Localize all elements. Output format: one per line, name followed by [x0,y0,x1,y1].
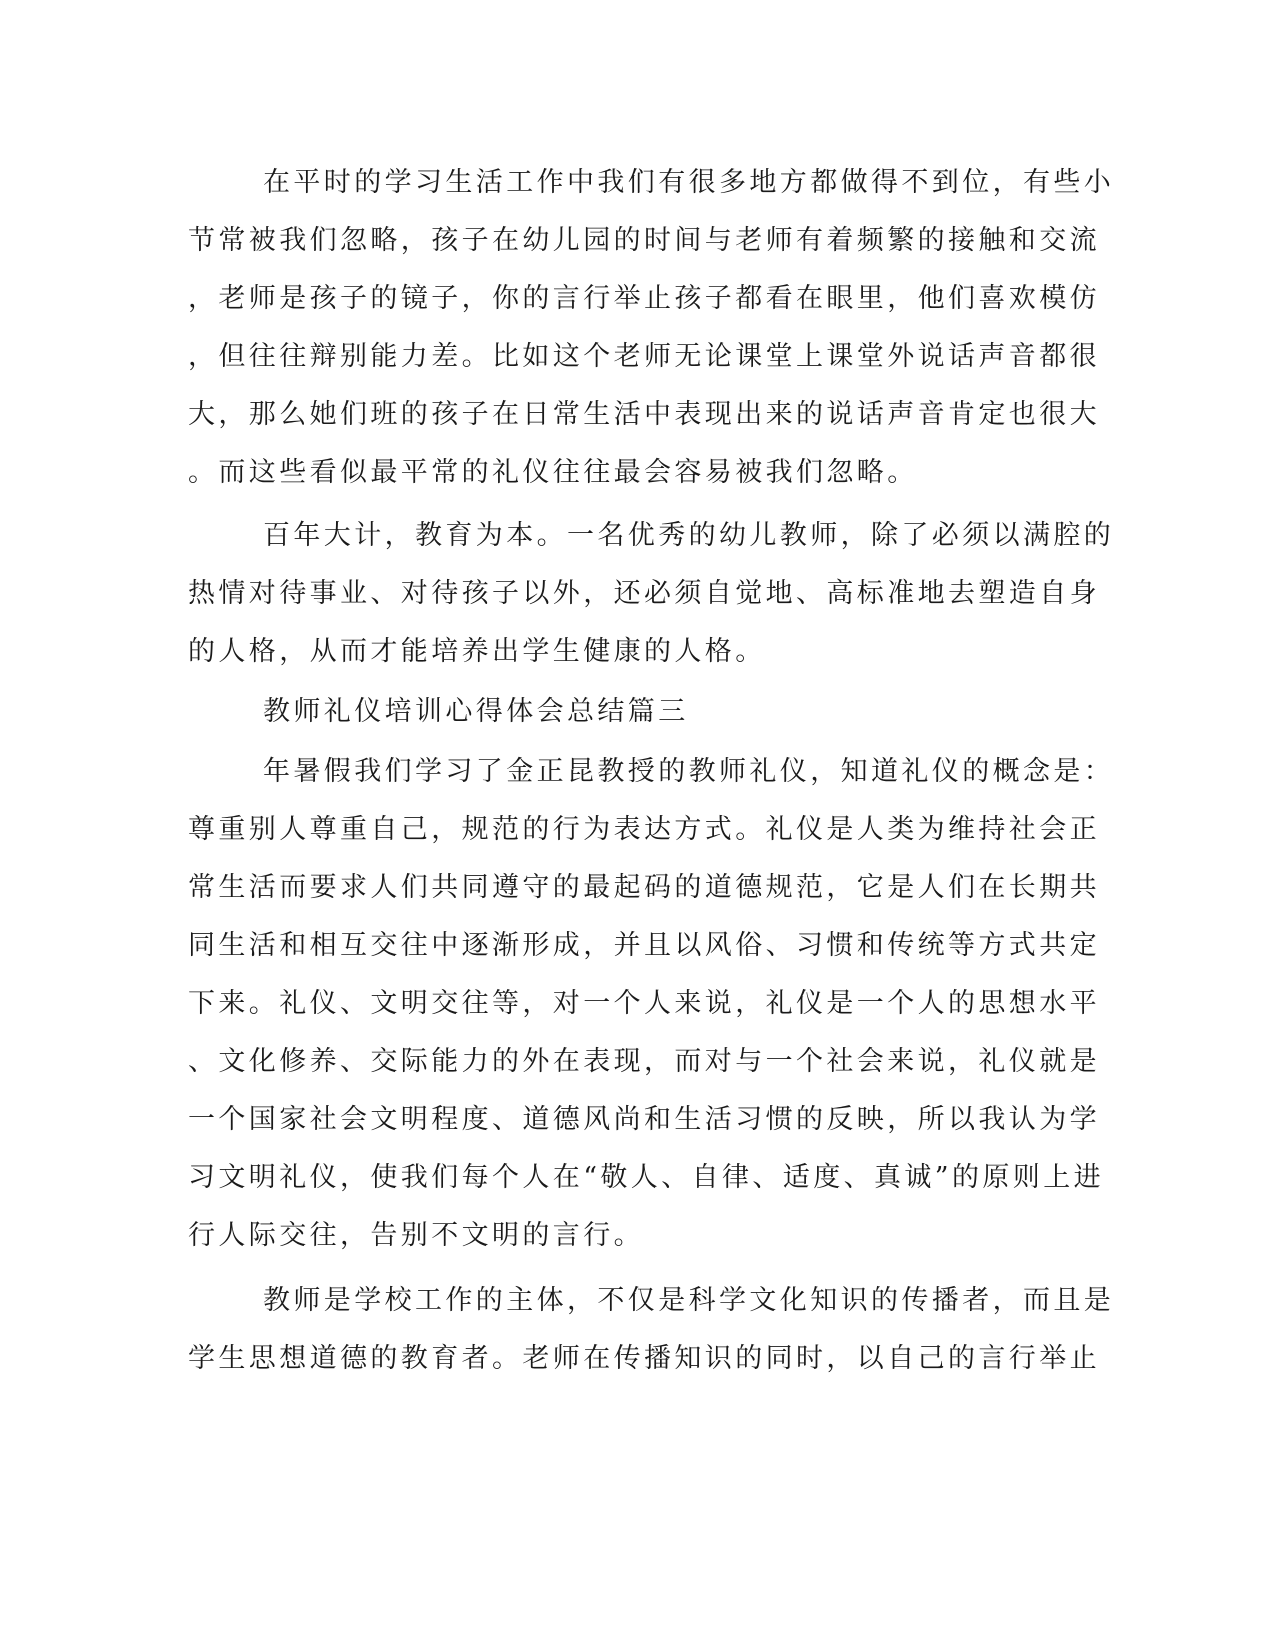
paragraph-line: 学生思想道德的教育者。老师在传播知识的同时，以自己的言行举止 [188,1343,1100,1374]
paragraph-line: 的人格，从而才能培养出学生健康的人格。 [188,636,766,667]
paragraph-line: 一个国家社会文明程度、道德风尚和生活习惯的反映，所以我认为学 [188,1104,1100,1135]
paragraph-line: 教师是学校工作的主体，不仅是科学文化知识的传播者，而且是 [263,1285,1115,1316]
paragraph-line: 习文明礼仪，使我们每个人在“敬人、自律、适度、真诚”的原则上进 [188,1162,1105,1193]
paragraph-line: 行人际交往，告别不文明的言行。 [188,1220,644,1251]
paragraph-line: 在平时的学习生活工作中我们有很多地方都做得不到位，有些小 [263,167,1115,198]
paragraph-line: 常生活而要求人们共同遵守的最起码的道德规范，它是人们在长期共 [188,872,1100,903]
paragraph-line: ，但往往辩别能力差。比如这个老师无论课堂上课堂外说话声音都很 [188,341,1100,372]
paragraph-line: 热情对待事业、对待孩子以外，还必须自觉地、高标准地去塑造自身 [188,578,1100,609]
paragraph-line: 、文化修养、交际能力的外在表现，而对与一个社会来说，礼仪就是 [188,1046,1100,1077]
paragraph-line: 。而这些看似最平常的礼仪往往最会容易被我们忽略。 [188,457,918,488]
paragraph-line: 同生活和相互交往中逐渐形成，并且以风俗、习惯和传统等方式共定 [188,930,1100,961]
paragraph-line: 尊重别人尊重自己，规范的行为表达方式。礼仪是人类为维持社会正 [188,814,1100,845]
paragraph-line: 节常被我们忽略，孩子在幼儿园的时间与老师有着频繁的接触和交流 [188,225,1100,256]
paragraph-line: 年暑假我们学习了金正昆教授的教师礼仪，知道礼仪的概念是： [263,756,1115,787]
paragraph-line: 百年大计，教育为本。一名优秀的幼儿教师，除了必须以满腔的 [263,520,1115,551]
section-heading: 教师礼仪培训心得体会总结篇三 [263,696,689,727]
paragraph-line: 下来。礼仪、文明交往等，对一个人来说，礼仪是一个人的思想水平 [188,988,1100,1019]
paragraph-line: 大，那么她们班的孩子在日常生活中表现出来的说话声音肯定也很大 [188,399,1100,430]
paragraph-line: ，老师是孩子的镜子，你的言行举止孩子都看在眼里，他们喜欢模仿 [188,283,1100,314]
